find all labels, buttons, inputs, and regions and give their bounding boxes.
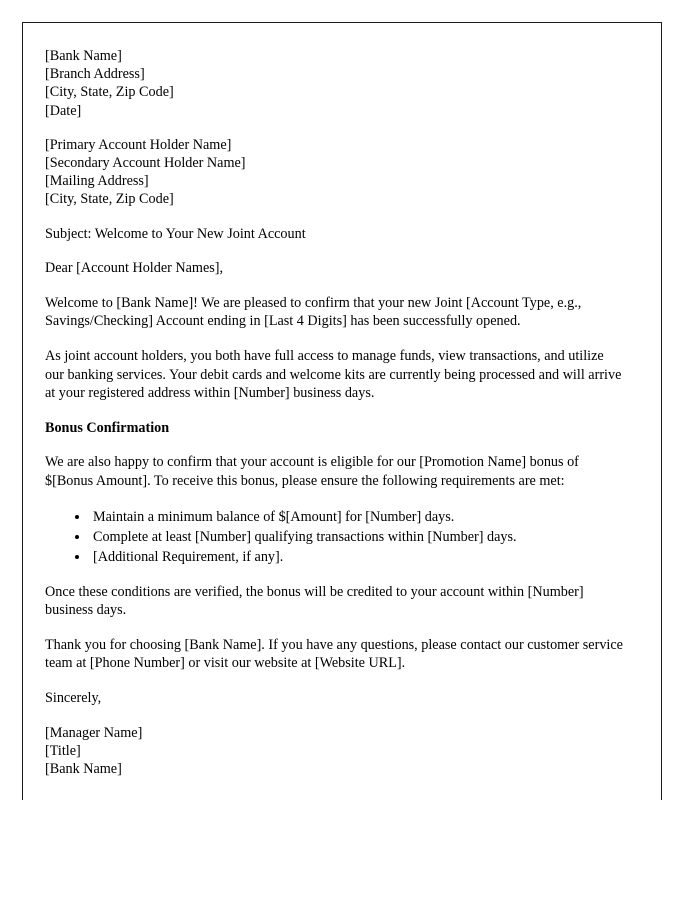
bonus-confirmation-heading: Bonus Confirmation bbox=[45, 419, 170, 436]
sender-bank-name: [Bank Name] bbox=[45, 48, 122, 64]
list-item: • Maintain a minimum balance of $[Amount] for [Number] days. bbox=[90, 507, 625, 527]
list-item: • [Additional Requirement, if any]. bbox=[90, 547, 625, 567]
sender-branch-address: [Branch Address] bbox=[45, 66, 145, 83]
recipient-address-block bbox=[45, 136, 625, 209]
signature-block bbox=[45, 724, 625, 779]
paragraph-thank-you: Thank you for choosing [Bank Name]. If you have any questions, please contact our customer service team at [Phone Number] or visit our website at [Website URL]. bbox=[45, 636, 623, 672]
recipient-mailing-address: [Mailing Address] bbox=[45, 173, 149, 190]
paragraph-welcome: Welcome to [Bank Name]! We are pleased to confirm that your new Joint [Account Type, e.g., Savings/Checking] Account ending in [Last 4 Digits] has been successfully opened. bbox=[45, 294, 582, 330]
letter-content bbox=[45, 47, 625, 778]
list-item: • Complete at least [Number] qualifying transactions within [Number] days. bbox=[90, 527, 625, 547]
signature-manager-name: [Manager Name] bbox=[45, 724, 143, 741]
signature-title: [Title] bbox=[45, 742, 81, 759]
letter-date: [Date] bbox=[45, 102, 82, 119]
recipient-city-state-zip: [City, State, Zip Code] bbox=[45, 191, 174, 208]
subject-line: Subject: Welcome to Your New Joint Account bbox=[45, 225, 306, 242]
recipient-primary-holder: [Primary Account Holder Name] bbox=[45, 136, 232, 153]
sender-city-state-zip: [City, State, Zip Code] bbox=[45, 84, 174, 101]
paragraph-bonus-credit: Once these conditions are verified, the bonus will be credited to your account within [Number] business days. bbox=[45, 583, 584, 619]
paragraph-bonus-eligibility: We are also happy to confirm that your account is eligible for our [Promotion Name] bonus of $[Bonus Amount]. To receive this bonus, please ensure the following requirements are met: bbox=[45, 454, 579, 489]
signature-bank-name: [Bank Name] bbox=[45, 760, 122, 777]
paragraph-account-access: As joint account holders, you both have full access to manage funds, view transactions, and utilize our banking services. Your debit cards and welcome kits are currently being processed and will arrive at your registered address within [Number] business days. bbox=[45, 348, 622, 402]
salutation: Dear [Account Holder Names], bbox=[45, 260, 224, 277]
bonus-requirements-list bbox=[45, 507, 625, 567]
sender-address-block bbox=[45, 47, 625, 120]
closing-salutation: Sincerely, bbox=[45, 689, 102, 706]
recipient-secondary-holder: [Secondary Account Holder Name] bbox=[45, 155, 246, 172]
